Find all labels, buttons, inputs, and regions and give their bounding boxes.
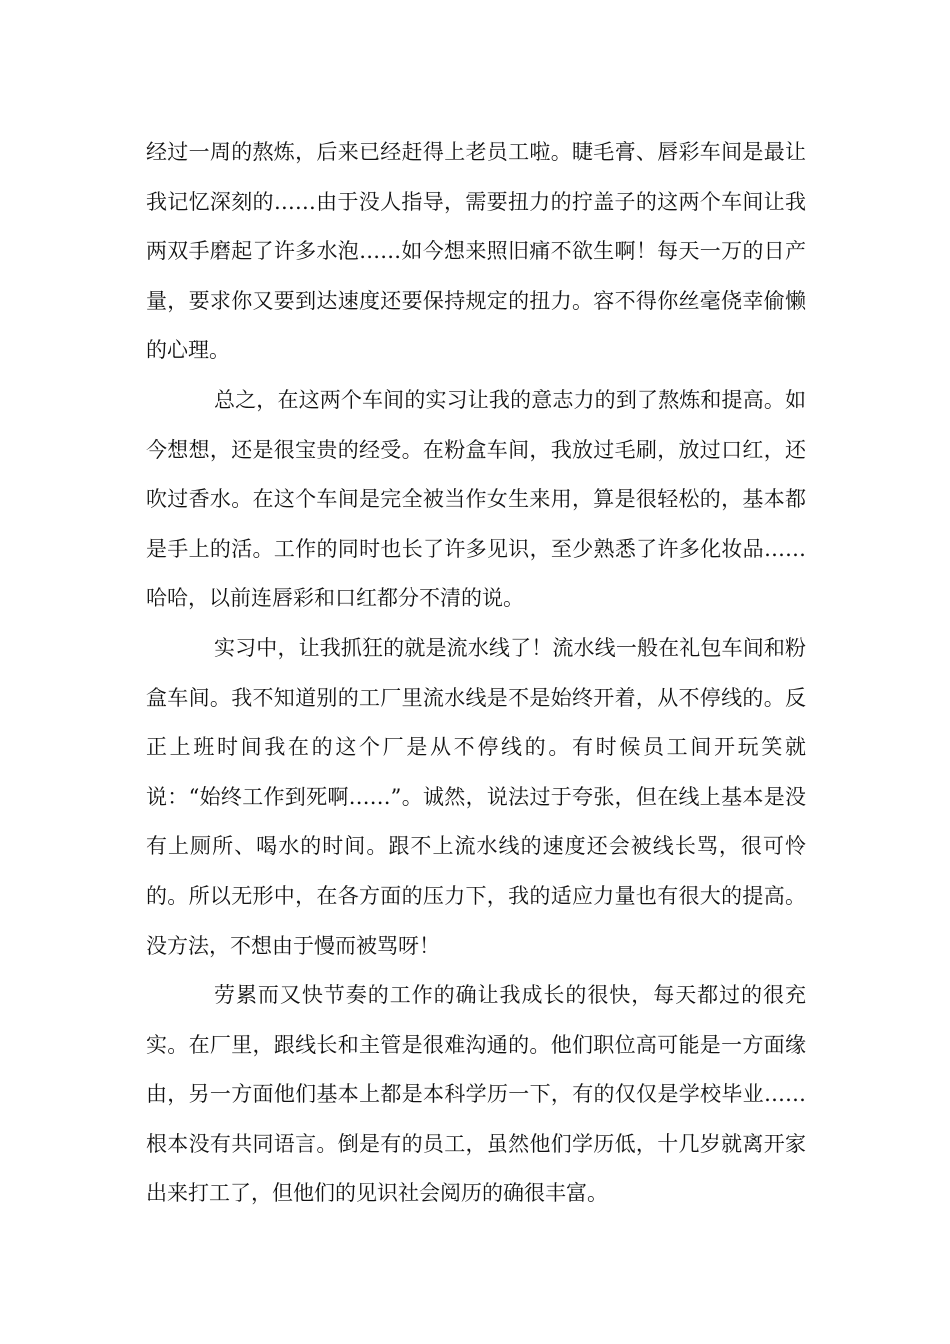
body-text — [146, 128, 806, 1219]
paragraph-1: 经过一周的熬炼，后来已经赶得上老员工啦。睫毛膏、唇彩车间是最让我记忆深刻的……由于没人指导，需要扭力的拧盖子的这两个车间让我两双手磨起了许多水泡……如今想来照旧痛不欲生啊！每天一万的日产量，要求你又要到达速度还要保持规定的扭力。容不得你丝毫侥幸偷懒的心理。 — [146, 140, 806, 363]
paragraph-2: 总之，在这两个车间的实习让我的意志力的到了熬炼和提高。如今想想，还是很宝贵的经受。在粉盒车间，我放过毛刷，放过口红，还吹过香水。在这个车间是完全被当作女生来用，算是很轻松的，基本都是手上的活。工作的同时也长了许多见识，至少熟悉了许多化妆品……哈哈，以前连唇彩和口红都分不清的说。 — [146, 387, 806, 611]
paragraph-4: 劳累而又快节奏的工作的确让我成长的很快，每天都过的很充实。在厂里，跟线长和主管是很难沟通的。他们职位高可能是一方面缘由，另一方面他们基本上都是本科学历一下，有的仅仅是学校毕业……根本没有共同语言。倒是有的员工，虽然他们学历低，十几岁就离开家出来打工了，但他们的见识社会阅历的确很丰富。 — [146, 983, 806, 1206]
paragraph-3: 实习中，让我抓狂的就是流水线了！流水线一般在礼包车间和粉盒车间。我不知道别的工厂里流水线是不是始终开着，从不停线的。反正上班时间我在的这个厂是从不停线的。有时候员工间开玩笑就说：“始终工作到死啊……”。诚然，说法过于夸张，但在线上基本是没有上厕所、喝水的时间。跟不上流水线的速度还会被线长骂，很可怜的。所以无形中，在各方面的压力下，我的适应力量也有很大的提高。没方法，不想由于慢而被骂呀！ — [146, 635, 806, 958]
